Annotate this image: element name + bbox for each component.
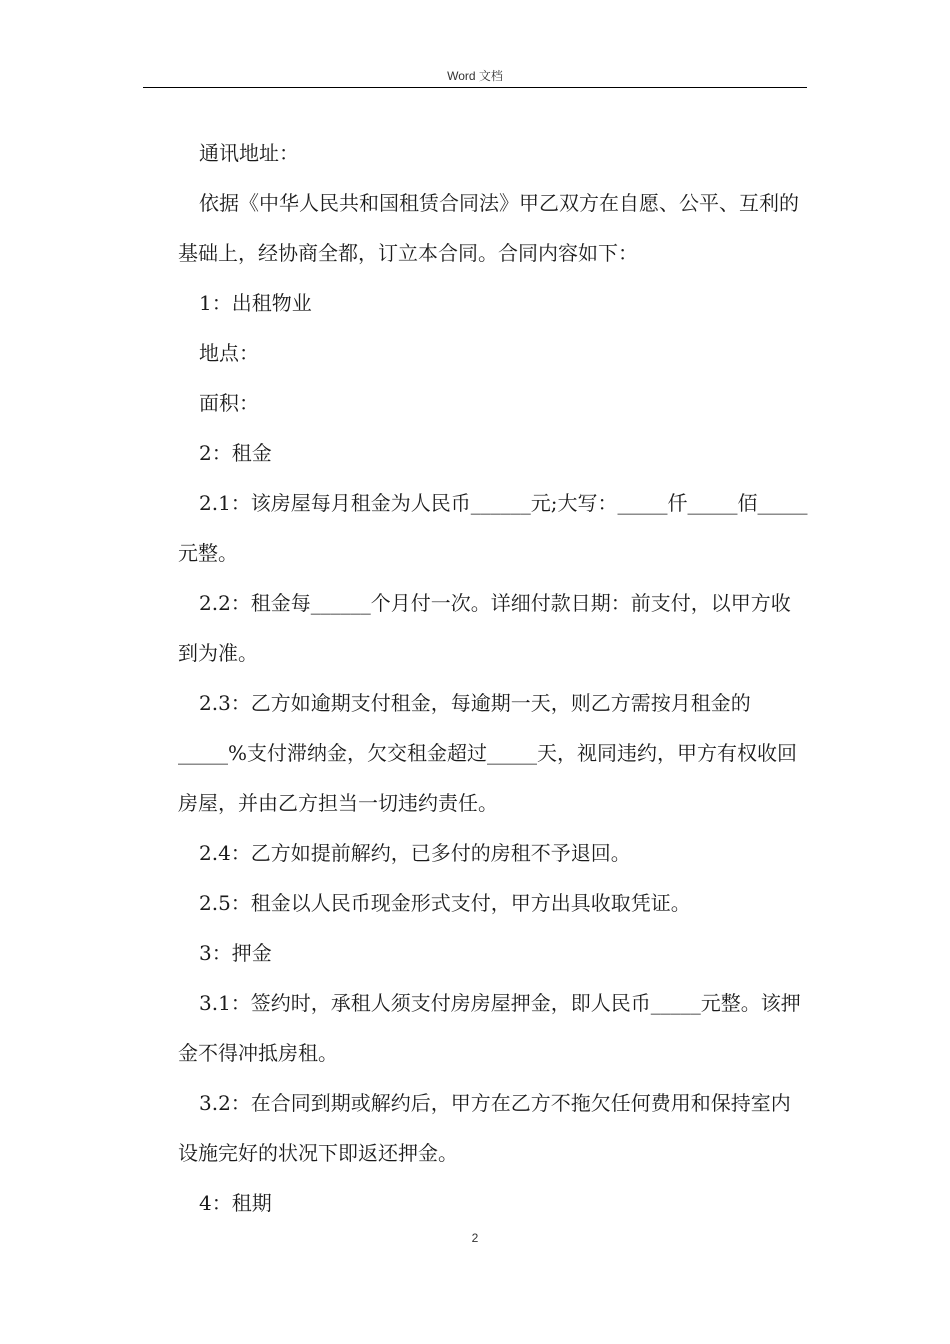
section-heading-rent: 2：租金 xyxy=(199,441,272,465)
section-heading-term: 4：租期 xyxy=(199,1191,272,1215)
clause-2-5: 2.5：租金以人民币现金形式支付，甲方出具收取凭证。 xyxy=(199,891,691,915)
clause-2-4: 2.4：乙方如提前解约，已多付的房租不予退回。 xyxy=(199,841,631,865)
section-heading-deposit: 3：押金 xyxy=(199,941,272,965)
page-header: Word 文档 xyxy=(447,69,503,83)
paragraph-location: 地点： xyxy=(199,341,259,365)
clause-3-2: 3.2：在合同到期或解约后，甲方在乙方不拖欠任何费用和保持室内设施完好的状况下即返还押金。 xyxy=(178,1091,791,1165)
clause-2-1: 2.1：该房屋每月租金为人民币______元;大写：_____仟_____佰_____元整。 xyxy=(178,491,808,565)
paragraph-area: 面积： xyxy=(199,391,259,415)
paragraph-preamble: 依据《中华人民共和国租赁合同法》甲乙双方在自愿、公平、互利的基础上，经协商全都，订立本合同。合同内容如下： xyxy=(178,191,799,265)
document-body xyxy=(178,128,808,1228)
clause-2-2: 2.2：租金每______个月付一次。详细付款日期：前支付，以甲方收到为准。 xyxy=(178,591,791,665)
paragraph-address: 通讯地址： xyxy=(199,141,299,165)
section-heading-property: 1：出租物业 xyxy=(199,291,312,315)
clause-3-1: 3.1：签约时，承租人须支付房房屋押金，即人民币_____元整。该押金不得冲抵房租。 xyxy=(178,991,801,1065)
clause-2-3: 2.3：乙方如逾期支付租金，每逾期一天，则乙方需按月租金的_____%支付滞纳金，欠交租金超过_____天，视同违约，甲方有权收回房屋，并由乙方担当一切违约责任。 xyxy=(178,691,798,815)
page-number: 2 xyxy=(471,1231,479,1245)
header-rule xyxy=(143,87,807,88)
